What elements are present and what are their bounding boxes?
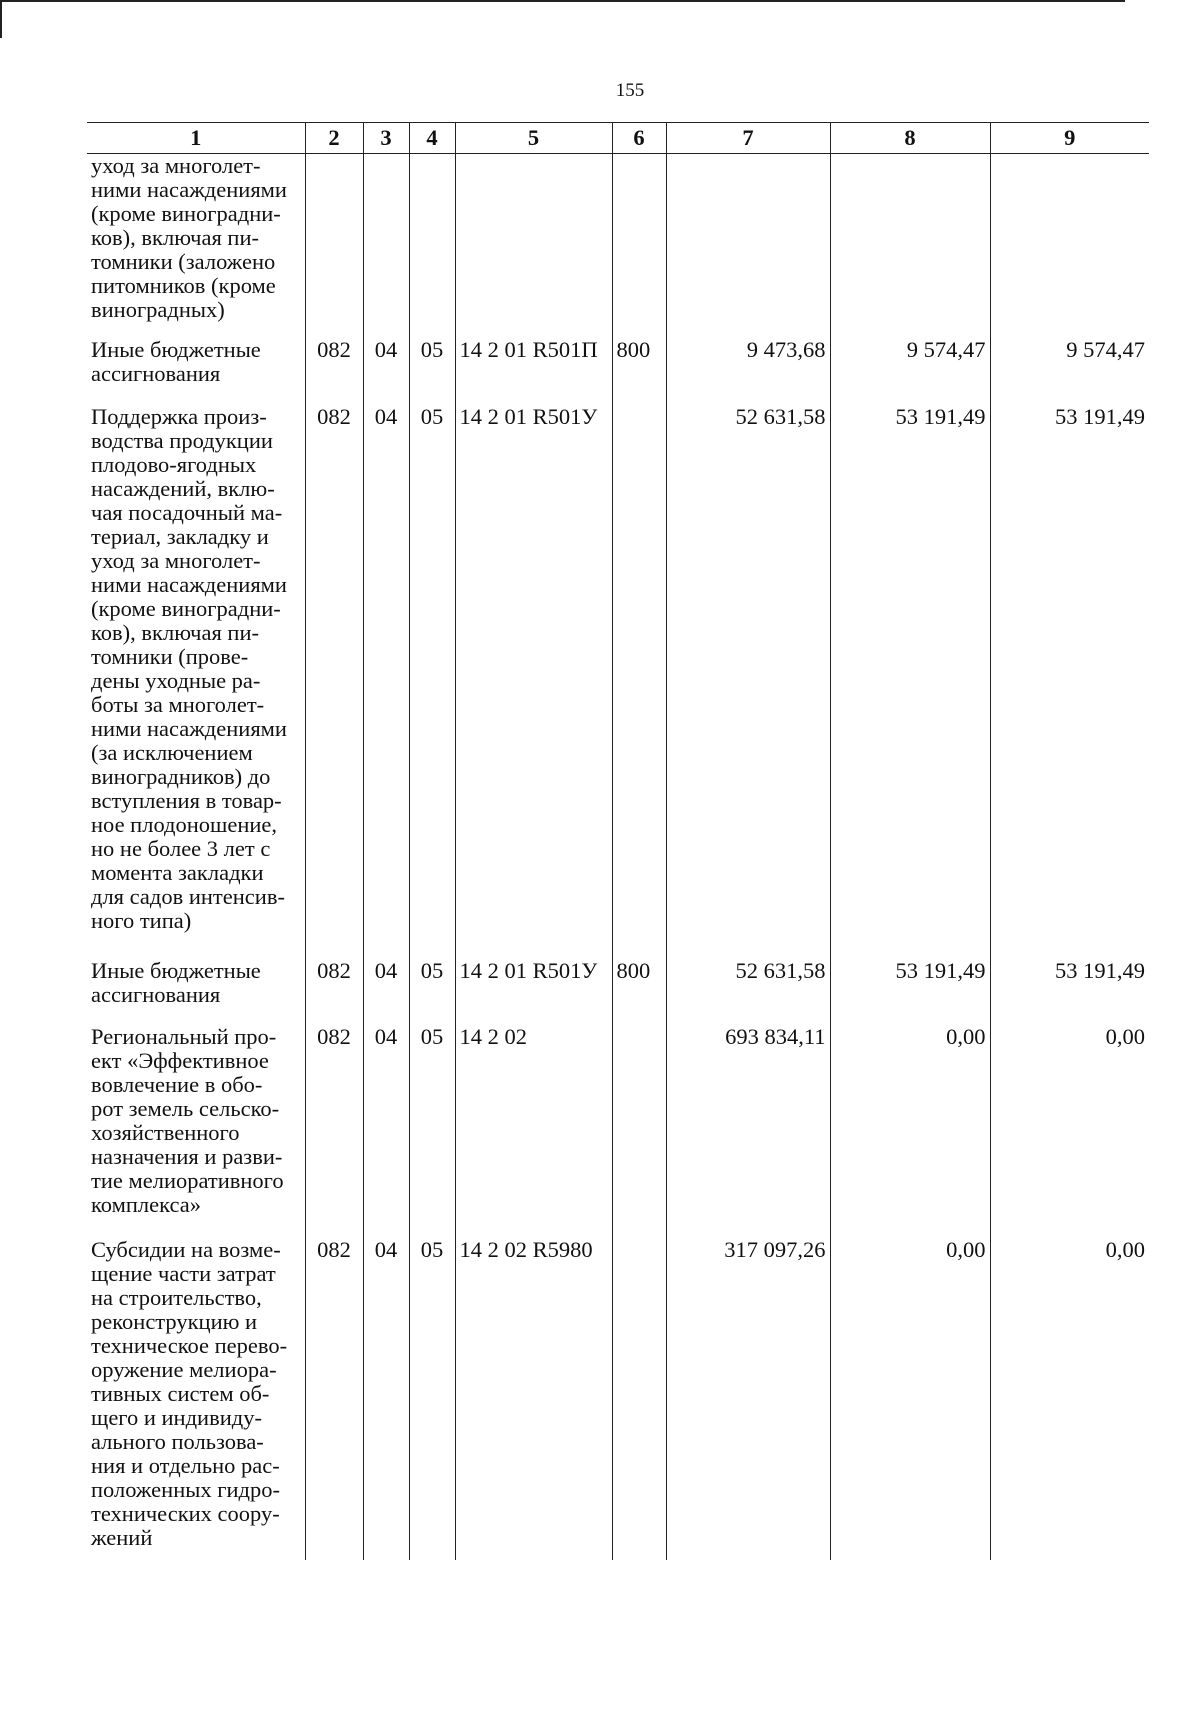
row-target-article [455,154,612,338]
col-header-9: 9 [990,123,1149,154]
row-target-article: 14 2 02 [455,1025,612,1238]
row-value-col8: 9 574,47 [830,338,990,405]
row-name [87,405,305,959]
table-row [87,1238,1149,1560]
row-value-col8: 53 191,49 [830,959,990,1025]
row-name-text: Иные бюджетные ассигнования [91,958,261,1007]
col-header-1: 1 [87,123,305,154]
budget-table [87,122,1149,1560]
row-value-col7: 693 834,11 [666,1025,830,1238]
table-row [87,405,1149,959]
table-row [87,154,1149,338]
row-name [87,338,305,405]
row-value-col9: 9 574,47 [990,338,1149,405]
row-admin-code: 082 [305,1025,363,1238]
row-value-col9: 0,00 [990,1025,1149,1238]
row-value-col7 [666,154,830,338]
row-admin-code: 082 [305,405,363,959]
col-header-4: 4 [409,123,455,154]
table-row [87,959,1149,1025]
row-name-text: Региональный про- ект «Эффективное вовлечение в обо- рот земель сельско- хозяйственного назначения и разви- тие мелиоративного комплекса» [91,1024,284,1217]
col-header-2: 2 [305,123,363,154]
row-section: 04 [363,959,409,1025]
row-subsection: 05 [409,405,455,959]
row-name [87,1238,305,1560]
row-value-col8: 53 191,49 [830,405,990,959]
row-name-text: Поддержка произ- водства продукции плодово-ягодных насаждений, вклю- чая посадочный ма- териал, закладку и уход за многолет- ними насаждениями (кроме виноградни- ков), включая пи- томники (прове- дены уходные ра- боты за многолет- ними насаждениями (за исключением виноградников) до вступления в товар- ное плодоношение, но не более 3 лет с момента закладки для садов интенсив- ного типа) [91,404,287,933]
col-header-3: 3 [363,123,409,154]
row-value-col9 [990,154,1149,338]
col-header-7: 7 [666,123,830,154]
row-expense-type: 800 [612,959,666,1025]
scan-top-border [0,0,1125,2]
col-header-6: 6 [612,123,666,154]
row-subsection: 05 [409,1238,455,1560]
row-name-text: уход за многолет- ними насаждениями (кроме виноградни- ков), включая пи- томники (заложено питомников (кроме виноградных) [91,153,287,322]
row-name-text: Субсидии на возме- щение части затрат на строительство, реконструкцию и техническое перево- оружение мелиора- тивных систем об- щего и индивиду- ального пользова- ния и отдельно рас- положенных гидро- технических соору- жений [91,1237,288,1550]
row-section: 04 [363,338,409,405]
row-value-col9: 0,00 [990,1238,1149,1560]
row-admin-code [305,154,363,338]
table-row [87,338,1149,405]
row-name [87,154,305,338]
row-expense-type [612,405,666,959]
row-admin-code: 082 [305,959,363,1025]
row-name [87,959,305,1025]
row-subsection: 05 [409,959,455,1025]
row-name [87,1025,305,1238]
row-value-col7: 317 097,26 [666,1238,830,1560]
row-subsection: 05 [409,338,455,405]
row-admin-code: 082 [305,1238,363,1560]
page-number: 155 [615,80,645,101]
row-value-col8 [830,154,990,338]
table-row [87,1025,1149,1238]
header-row [87,123,1149,154]
row-value-col7: 52 631,58 [666,959,830,1025]
row-section [363,154,409,338]
row-value-col7: 52 631,58 [666,405,830,959]
row-name-text: Иные бюджетные ассигнования [91,337,261,386]
row-expense-type [612,1238,666,1560]
row-expense-type [612,154,666,338]
row-target-article: 14 2 01 R501У [455,405,612,959]
row-value-col9: 53 191,49 [990,405,1149,959]
row-section: 04 [363,405,409,959]
row-value-col8: 0,00 [830,1238,990,1560]
row-subsection [409,154,455,338]
col-header-5: 5 [455,123,612,154]
row-value-col8: 0,00 [830,1025,990,1238]
scan-left-border [0,0,2,38]
row-subsection: 05 [409,1025,455,1238]
row-value-col7: 9 473,68 [666,338,830,405]
row-admin-code: 082 [305,338,363,405]
row-expense-type [612,1025,666,1238]
row-expense-type: 800 [612,338,666,405]
row-section: 04 [363,1025,409,1238]
row-target-article: 14 2 01 R501П [455,338,612,405]
row-target-article: 14 2 02 R5980 [455,1238,612,1560]
row-target-article: 14 2 01 R501У [455,959,612,1025]
col-header-8: 8 [830,123,990,154]
row-value-col9: 53 191,49 [990,959,1149,1025]
row-section: 04 [363,1238,409,1560]
